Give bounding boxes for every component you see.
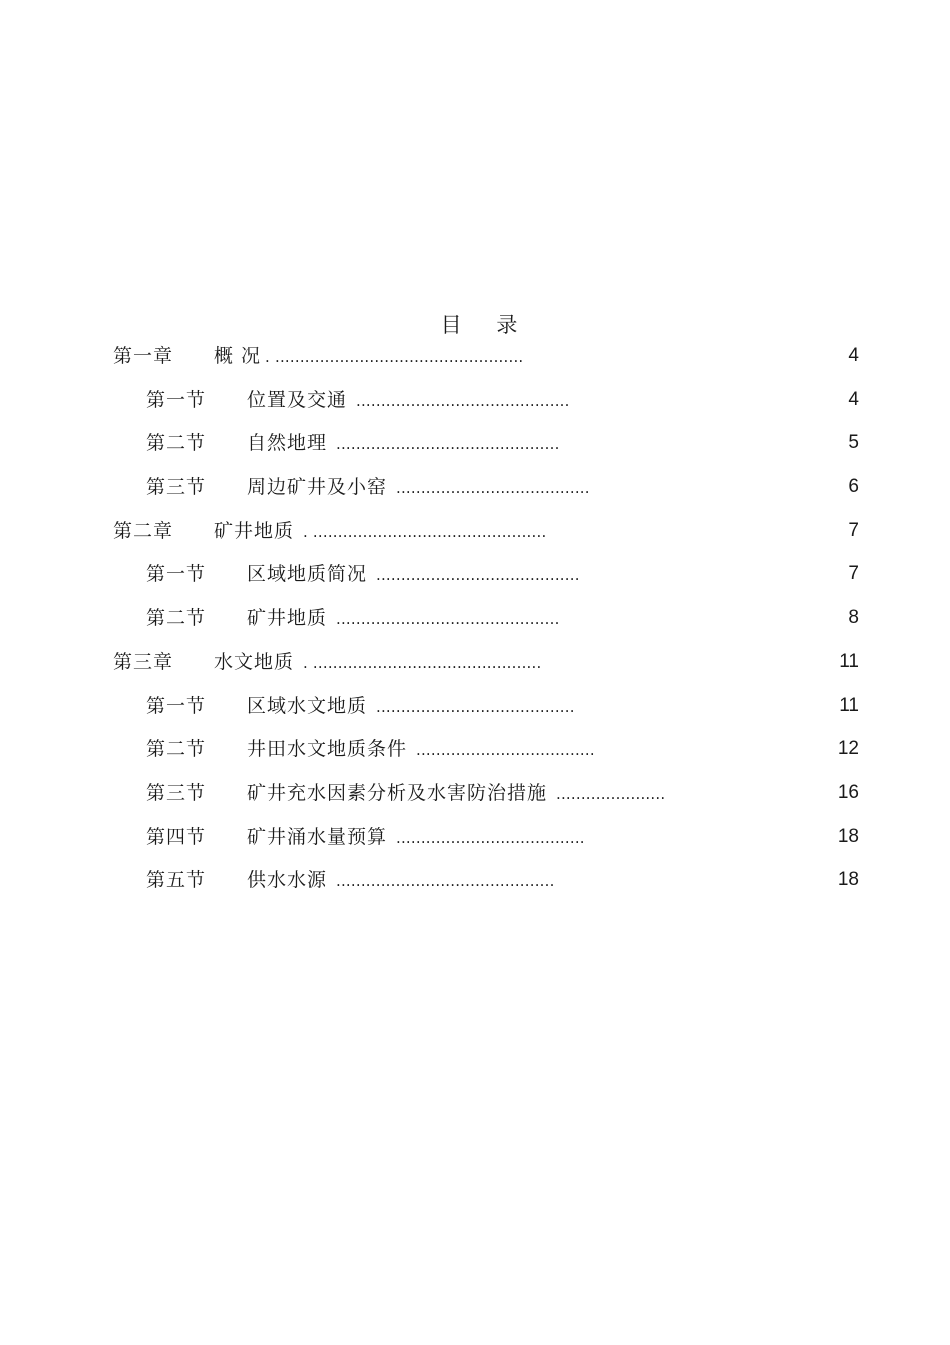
toc-entry-title: 供水水源	[247, 869, 328, 892]
toc-page-number: 6	[848, 476, 859, 498]
toc-entry-text	[146, 560, 580, 589]
toc-entry-section[interactable]	[0, 734, 950, 778]
toc-list	[0, 341, 950, 909]
toc-entry-title: 自然地理	[247, 432, 328, 455]
toc-dot-leader: . ..............................................	[298, 653, 542, 672]
toc-title: 目 录	[440, 313, 532, 337]
toc-entry-text	[146, 473, 590, 502]
toc-page-number: 4	[848, 345, 859, 366]
toc-dot-leader: ...........................................	[351, 391, 570, 410]
toc-entry-text	[113, 517, 546, 546]
toc-entry-text	[146, 386, 570, 415]
toc-entry-number: 第一节	[146, 694, 207, 717]
toc-entry-title: 矿井充水因素分析及水害防治措施	[247, 781, 548, 804]
toc-entry-text	[146, 779, 665, 808]
toc-dot-leader: .............................................	[331, 610, 560, 629]
toc-page-number: 5	[848, 432, 859, 454]
toc-entry-text	[113, 648, 541, 677]
toc-dot-leader: ......................................	[391, 828, 585, 847]
toc-page-number: 11	[839, 650, 859, 672]
toc-entry-chapter-2[interactable]	[0, 516, 950, 560]
toc-entry-number: 第二节	[146, 432, 207, 455]
toc-dot-leader: ....................................	[411, 741, 595, 760]
toc-entry-number: 第三节	[146, 781, 207, 804]
toc-entry-text	[146, 429, 560, 458]
toc-entry-number: 第一章	[113, 345, 174, 367]
toc-dot-leader: .............................................	[331, 435, 560, 454]
toc-entry-section[interactable]	[0, 559, 950, 603]
toc-dot-leader: .......................................	[391, 479, 590, 498]
toc-entry-title: 概 况	[214, 345, 262, 367]
toc-entry-text	[146, 692, 575, 721]
toc-entry-title: 井田水文地质条件	[247, 738, 408, 761]
toc-dot-leader: . ..................................................	[265, 348, 524, 366]
toc-entry-number: 第一节	[146, 563, 207, 586]
toc-page-number: 4	[848, 388, 859, 410]
toc-entry-section[interactable]	[0, 865, 950, 909]
toc-dot-leader: ......................	[551, 784, 666, 803]
toc-page-number: 11	[839, 694, 859, 716]
toc-entry-section[interactable]	[0, 778, 950, 822]
toc-entry-title: 矿井地质	[214, 519, 295, 542]
toc-entry-number: 第四节	[146, 825, 207, 848]
toc-entry-title: 矿井涌水量预算	[247, 825, 388, 848]
toc-entry-text	[146, 866, 555, 895]
toc-entry-number: 第五节	[146, 869, 207, 892]
toc-entry-title: 区域地质简况	[247, 563, 368, 586]
toc-entry-number: 第一节	[146, 388, 207, 411]
toc-entry-section[interactable]	[0, 822, 950, 866]
toc-entry-chapter-3[interactable]	[0, 647, 950, 691]
toc-entry-text	[146, 604, 560, 633]
toc-page-number: 16	[837, 781, 859, 803]
toc-entry-number: 第三章	[113, 650, 174, 673]
toc-entry-title: 位置及交通	[247, 388, 348, 411]
toc-entry-section[interactable]	[0, 385, 950, 429]
toc-entry-title: 周边矿井及小窑	[247, 476, 388, 499]
toc-entry-text	[146, 823, 585, 852]
toc-page-number: 8	[848, 607, 859, 629]
toc-page-number: 18	[837, 825, 859, 847]
toc-entry-section[interactable]	[0, 691, 950, 735]
toc-entry-number: 第二节	[146, 607, 207, 630]
toc-entry-number: 第三节	[146, 476, 207, 499]
toc-entry-text	[146, 735, 595, 764]
toc-dot-leader: . ...............................................	[298, 522, 547, 541]
toc-entry-title: 区域水文地质	[247, 694, 368, 717]
toc-dot-leader: ............................................	[331, 872, 555, 891]
toc-page-number: 12	[837, 738, 859, 760]
toc-page-number: 7	[848, 563, 859, 585]
toc-dot-leader: .........................................	[371, 566, 580, 585]
toc-entry-number: 第二章	[113, 519, 174, 542]
toc-entry-number: 第二节	[146, 738, 207, 761]
toc-entry-title: 矿井地质	[247, 607, 328, 630]
toc-page-number: 7	[848, 519, 859, 541]
toc-entry-section[interactable]	[0, 428, 950, 472]
toc-entry-text	[113, 342, 523, 371]
toc-entry-section[interactable]	[0, 603, 950, 647]
toc-dot-leader: ........................................	[371, 697, 575, 716]
toc-page-number: 18	[837, 869, 859, 891]
toc-entry-section[interactable]	[0, 472, 950, 516]
toc-entry-chapter-1[interactable]	[0, 341, 950, 385]
toc-entry-title: 水文地质	[214, 650, 295, 673]
